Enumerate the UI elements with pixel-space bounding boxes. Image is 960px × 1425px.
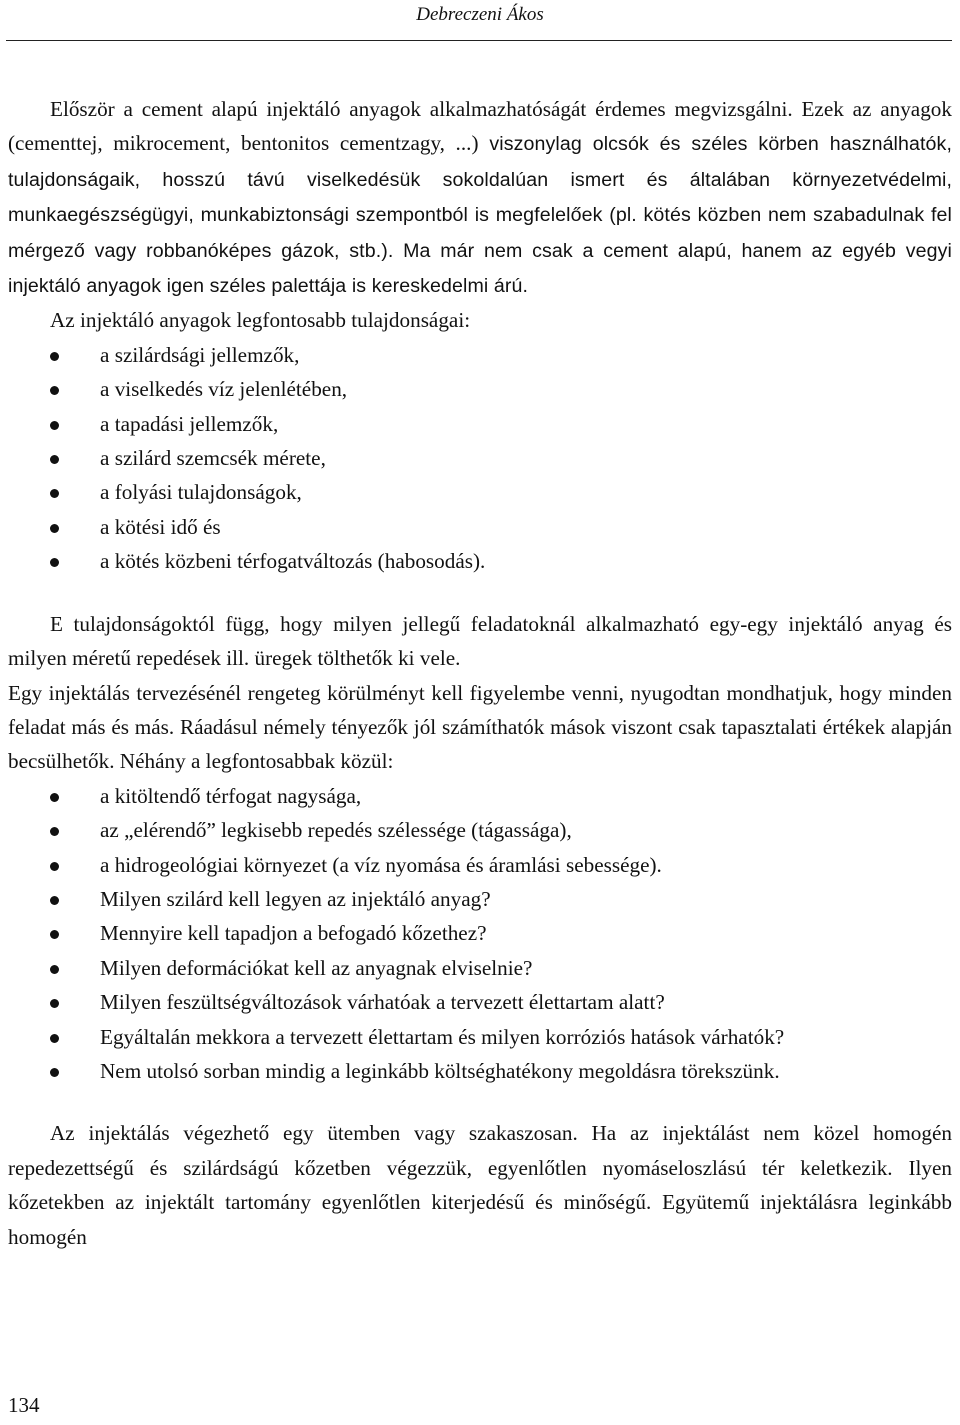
bullet-icon bbox=[50, 386, 59, 395]
bullet-icon bbox=[50, 896, 59, 905]
list-item bbox=[8, 372, 952, 406]
bullet-icon bbox=[50, 1068, 59, 1077]
list-item bbox=[8, 544, 952, 578]
spacer bbox=[8, 579, 952, 607]
list-item bbox=[8, 882, 952, 916]
bullet-icon bbox=[50, 965, 59, 974]
header-rule bbox=[6, 40, 952, 41]
page-number: 134 bbox=[8, 1393, 40, 1417]
paragraph-design: Egy injektálás tervezésénél rengeteg körülményt kell figyelembe venni, nyugodtan mondhatjuk, hogy minden feladat más és más. Ráadásul némely tényezők jól számíthatók mások viszont csak tapasztalati értékek alapján becsülhetők. Néhány a legfontosabbak közül: bbox=[8, 680, 952, 774]
paragraph-dependency: E tulajdonságoktól függ, hogy milyen jellegű feladatoknál alkalmazható egy-egy injektáló anyag és milyen méretű repedések ill. üregek tölthetők ki vele. bbox=[8, 611, 952, 671]
bullet-icon bbox=[50, 930, 59, 939]
list-item-text: a szilárd szemcsék mérete, bbox=[100, 446, 326, 471]
list-item-text: a tapadási jellemzők, bbox=[100, 411, 279, 436]
list-item-text: Milyen feszültségváltozások várhatóak a tervezett élettartam alatt? bbox=[100, 990, 665, 1015]
bullet-icon bbox=[50, 352, 59, 361]
list-item bbox=[8, 510, 952, 544]
list-item bbox=[8, 779, 952, 813]
list-item bbox=[8, 985, 952, 1019]
bullet-icon bbox=[50, 558, 59, 567]
list-item-text: a hidrogeológiai környezet (a víz nyomása és áramlási sebessége). bbox=[100, 852, 662, 877]
list-item bbox=[8, 338, 952, 372]
list-item-text: a kitöltendő térfogat nagysága, bbox=[100, 783, 362, 808]
design-factors-list bbox=[8, 779, 952, 1089]
paragraph-injection-stages: Az injektálás végezhető egy ütemben vagy szakaszosan. Ha az injektálást nem közel homogén repedezettségű és szilárdságú kőzetben végezzük, egyenlőtlen nyomáseloszlású tér keletkezik. Ilyen kőzetekben az injektált tartomány egyenlőtlen kiterjedésű és minőségű. Együtemű injektálásra leginkább homogén bbox=[8, 1121, 952, 1249]
list-item-text: Milyen szilárd kell legyen az injektáló anyag? bbox=[100, 886, 491, 911]
list-item bbox=[8, 848, 952, 882]
running-header: Debreczeni Ákos bbox=[416, 4, 544, 25]
bullet-icon bbox=[50, 827, 59, 836]
list-item-text: az „elérendő” legkisebb repedés szélessége (tágassága), bbox=[100, 818, 572, 843]
bullet-icon bbox=[50, 489, 59, 498]
list-item bbox=[8, 916, 952, 950]
list-item bbox=[8, 813, 952, 847]
bullet-icon bbox=[50, 524, 59, 533]
list-item-text: Mennyire kell tapadjon a befogadó kőzethez? bbox=[100, 921, 487, 946]
list-item bbox=[8, 407, 952, 441]
list-item-text: a szilárdsági jellemzők, bbox=[100, 342, 300, 367]
bullet-icon bbox=[50, 999, 59, 1008]
bullet-icon bbox=[50, 862, 59, 871]
list-item-text: Milyen deformációkat kell az anyagnak elviselnie? bbox=[100, 955, 533, 980]
list-item-text: Nem utolsó sorban mindig a leginkább költséghatékony megoldásra törekszünk. bbox=[100, 1058, 780, 1083]
list-item-text: Egyáltalán mekkora a tervezett élettartam és milyen korróziós hatások várhatók? bbox=[100, 1024, 785, 1049]
paragraph-intro-serif: Először a cement alapú injektáló anyagok alkalmazhatóságát érdemes megvizsgálni. Ezek az anyagok (cementtej, mikrocement, bentonitos cementzagy, ...) bbox=[8, 97, 952, 156]
paragraph-intro bbox=[8, 92, 952, 303]
list-item bbox=[8, 1020, 952, 1054]
bullet-icon bbox=[50, 421, 59, 430]
spacer bbox=[8, 1088, 952, 1116]
paragraph-intro-sans: viszonylag olcsók és széles körben használhatók, tulajdonságaik, hosszú távú viselkedésük sokoldalúan ismert és általában környezetvédelmi, munkaegészségügyi, munkabiztonsági szempontból is megfelelőek (pl. kötés közben nem szabadulnak fel mérgező vagy robbanóképes gázok, stb.). Ma már nem csak a cement alapú, hanem az egyéb vegyi injektáló anyagok igen széles palettája is kereskedelmi árú. bbox=[8, 133, 952, 298]
list-item bbox=[8, 441, 952, 475]
list-item-text: a kötés közbeni térfogatváltozás (habosodás). bbox=[100, 549, 486, 574]
bullet-icon bbox=[50, 1034, 59, 1043]
list-item bbox=[8, 1054, 952, 1088]
list-item bbox=[8, 475, 952, 509]
paragraph-properties-heading: Az injektáló anyagok legfontosabb tulajdonságai: bbox=[50, 308, 471, 333]
properties-list bbox=[8, 338, 952, 579]
body-text bbox=[8, 92, 952, 1254]
list-item bbox=[8, 951, 952, 985]
bullet-icon bbox=[50, 793, 59, 802]
bullet-icon bbox=[50, 455, 59, 464]
list-item-text: a kötési idő és bbox=[100, 514, 221, 539]
list-item-text: a folyási tulajdonságok, bbox=[100, 480, 302, 505]
list-item-text: a viselkedés víz jelenlétében, bbox=[100, 377, 348, 402]
